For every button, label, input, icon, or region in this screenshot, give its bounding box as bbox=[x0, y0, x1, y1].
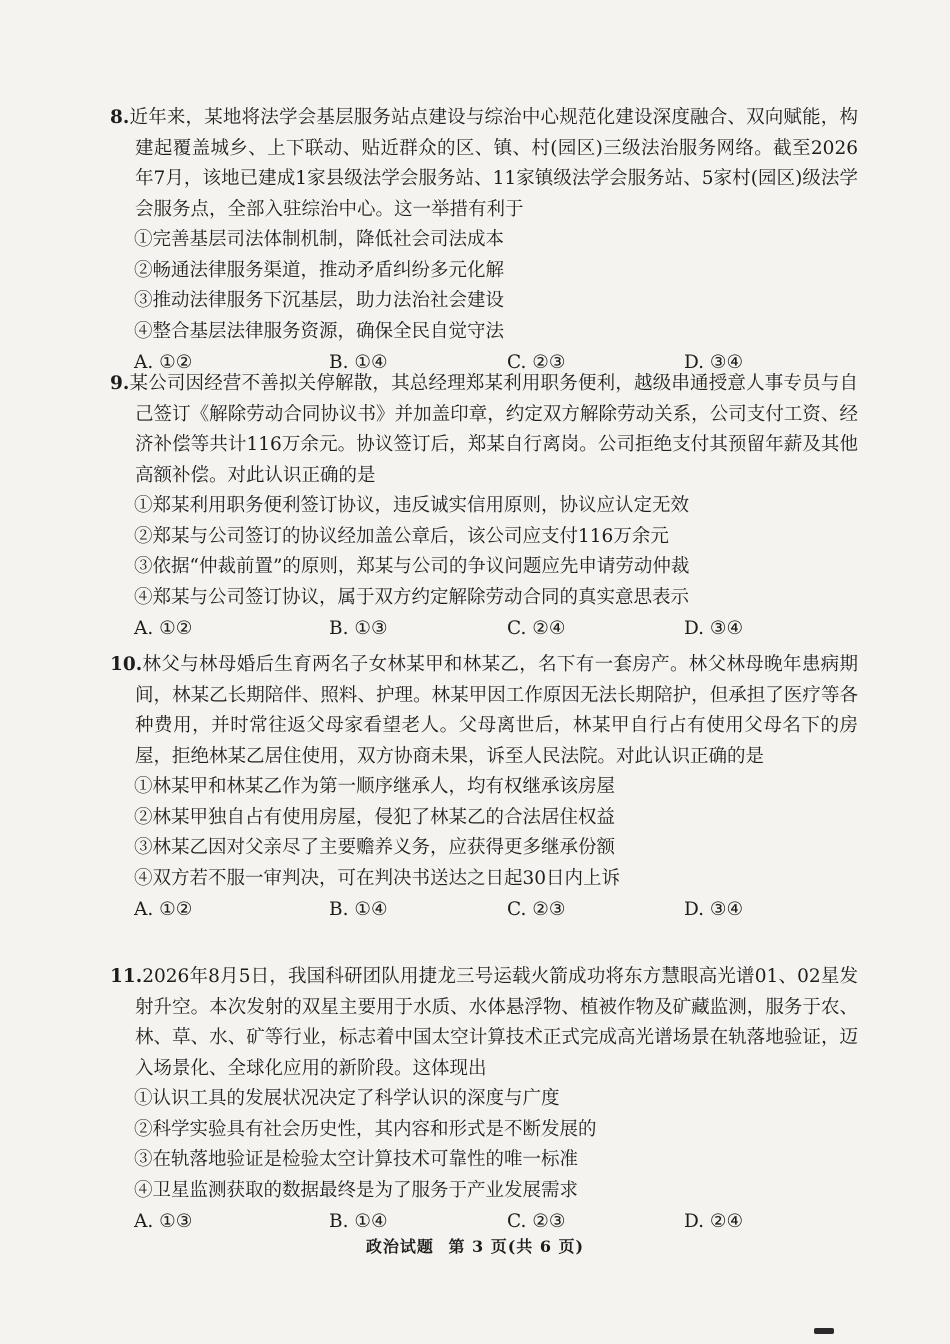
scan-mark bbox=[814, 1328, 834, 1334]
statement: ④郑某与公司签订协议，属于双方约定解除劳动合同的真实意思表示 bbox=[134, 586, 690, 608]
choice-a[interactable]: A. ①② bbox=[134, 899, 193, 920]
statement: ③在轨落地验证是检验太空计算技术可靠性的唯一标准 bbox=[134, 1149, 579, 1170]
statement: ①完善基层司法体制机制，降低社会司法成本 bbox=[134, 229, 505, 250]
statement: ③推动法律服务下沉基层，助力法治社会建设 bbox=[134, 290, 505, 311]
choice-d[interactable]: D. ③④ bbox=[684, 352, 744, 373]
choice-c[interactable]: C. ②③ bbox=[507, 352, 566, 373]
choice-b[interactable]: B. ①④ bbox=[329, 899, 388, 920]
statement: ③依据“仲裁前置”的原则，郑某与公司的争议问题应先申请劳动仲裁 bbox=[134, 556, 690, 577]
answer-choices bbox=[134, 613, 858, 644]
question-stem bbox=[110, 103, 858, 225]
statement: ②林某甲独自占有使用房屋，侵犯了林某乙的合法居住权益 bbox=[134, 806, 616, 828]
answer-choices bbox=[134, 1206, 858, 1237]
choice-b[interactable]: B. ①③ bbox=[329, 618, 388, 639]
question-9 bbox=[110, 369, 858, 644]
choice-b[interactable]: B. ①④ bbox=[329, 352, 388, 373]
choice-d[interactable]: D. ②④ bbox=[684, 1211, 744, 1232]
footer-page-number: 第 3 页(共 6 页) bbox=[448, 1237, 585, 1256]
statement: ④双方若不服一审判决，可在判决书送达之日起30日内上诉 bbox=[134, 867, 621, 889]
statement: ①认识工具的发展状况决定了科学认识的深度与广度 bbox=[134, 1088, 560, 1109]
statement: ①郑某利用职务便利签订协议，违反诚实信用原则，协议应认定无效 bbox=[134, 495, 690, 516]
choice-a[interactable]: A. ①③ bbox=[134, 1211, 193, 1232]
choice-a[interactable]: A. ①② bbox=[134, 618, 193, 639]
question-number: 9. bbox=[110, 373, 130, 394]
question-11 bbox=[110, 962, 858, 1237]
question-8 bbox=[110, 103, 858, 378]
choice-d[interactable]: D. ③④ bbox=[684, 899, 744, 920]
question-text: 林父与林母婚后生育两名子女林某甲和林某乙，名下有一套房产。林父林母晚年患病期间，林某乙长期陪伴、照料、护理。林某甲因工作原因无法长期陪护，但承担了医疗等各种费用，并时常往返父母家看望老人。父母离世后，林某甲自行占有使用父母名下的房屋，拒绝林某乙居住使用，双方协商未果，诉至人民法院。对此认识正确的是 bbox=[135, 654, 858, 767]
statement: ②科学实验具有社会历史性，其内容和形式是不断发展的 bbox=[134, 1118, 597, 1140]
choice-b[interactable]: B. ①④ bbox=[329, 1211, 388, 1232]
question-stem bbox=[110, 962, 858, 1084]
statement: ②郑某与公司签订的协议经加盖公章后，该公司应支付116万余元 bbox=[134, 525, 669, 547]
choice-c[interactable]: C. ②③ bbox=[507, 1211, 566, 1232]
statement: ①林某甲和林某乙作为第一顺序继承人，均有权继承该房屋 bbox=[134, 776, 616, 797]
choice-c[interactable]: C. ②③ bbox=[507, 899, 566, 920]
question-10 bbox=[110, 650, 858, 925]
question-number: 11. bbox=[110, 966, 143, 987]
question-text: 某公司因经营不善拟关停解散，其总经理郑某利用职务便利，越级串通授意人事专员与自己签订《解除劳动合同协议书》并加盖印章，约定双方解除劳动关系，公司支付工资、经济补偿等共计116万余元。协议签订后，郑某自行离岗。公司拒绝支付其预留年薪及其他高额补偿。对此认识正确的是 bbox=[129, 373, 858, 486]
page-footer bbox=[0, 1234, 950, 1257]
question-stem bbox=[110, 650, 858, 772]
statement: ④整合基层法律服务资源，确保全民自觉守法 bbox=[134, 320, 505, 342]
statement: ②畅通法律服务渠道，推动矛盾纠纷多元化解 bbox=[134, 259, 505, 281]
question-text: 近年来，某地将法学会基层服务站点建设与综治中心规范化建设深度融合、双向赋能，构建起覆盖城乡、上下联动、贴近群众的区、镇、村(园区)三级法治服务网络。截至2026年7月，该地已建成1家县级法学会服务站、11家镇级法学会服务站、5家村(园区)级法学会服务点，全部入驻综治中心。这一举措有利于 bbox=[129, 107, 858, 220]
question-text: 2026年8月5日，我国科研团队用捷龙三号运载火箭成功将东方慧眼高光谱01、02星发射升空。本次发射的双星主要用于水质、水体悬浮物、植被作物及矿藏监测，服务于农、林、草、水、矿等行业，标志着中国太空计算技术正式完成高光谱场景在轨落地验证，迈入场景化、全球化应用的新阶段。这体现出 bbox=[135, 966, 858, 1079]
statement: ③林某乙因对父亲尽了主要赡养义务，应获得更多继承份额 bbox=[134, 837, 616, 858]
question-stem bbox=[110, 369, 858, 491]
footer-subject: 政治试题 bbox=[365, 1237, 434, 1256]
question-number: 10. bbox=[110, 654, 143, 675]
answer-choices bbox=[134, 894, 858, 925]
question-number: 8. bbox=[110, 107, 130, 128]
statement: ④卫星监测获取的数据最终是为了服务于产业发展需求 bbox=[134, 1179, 579, 1201]
choice-d[interactable]: D. ③④ bbox=[684, 618, 744, 639]
choice-a[interactable]: A. ①② bbox=[134, 352, 193, 373]
choice-c[interactable]: C. ②④ bbox=[507, 618, 566, 639]
